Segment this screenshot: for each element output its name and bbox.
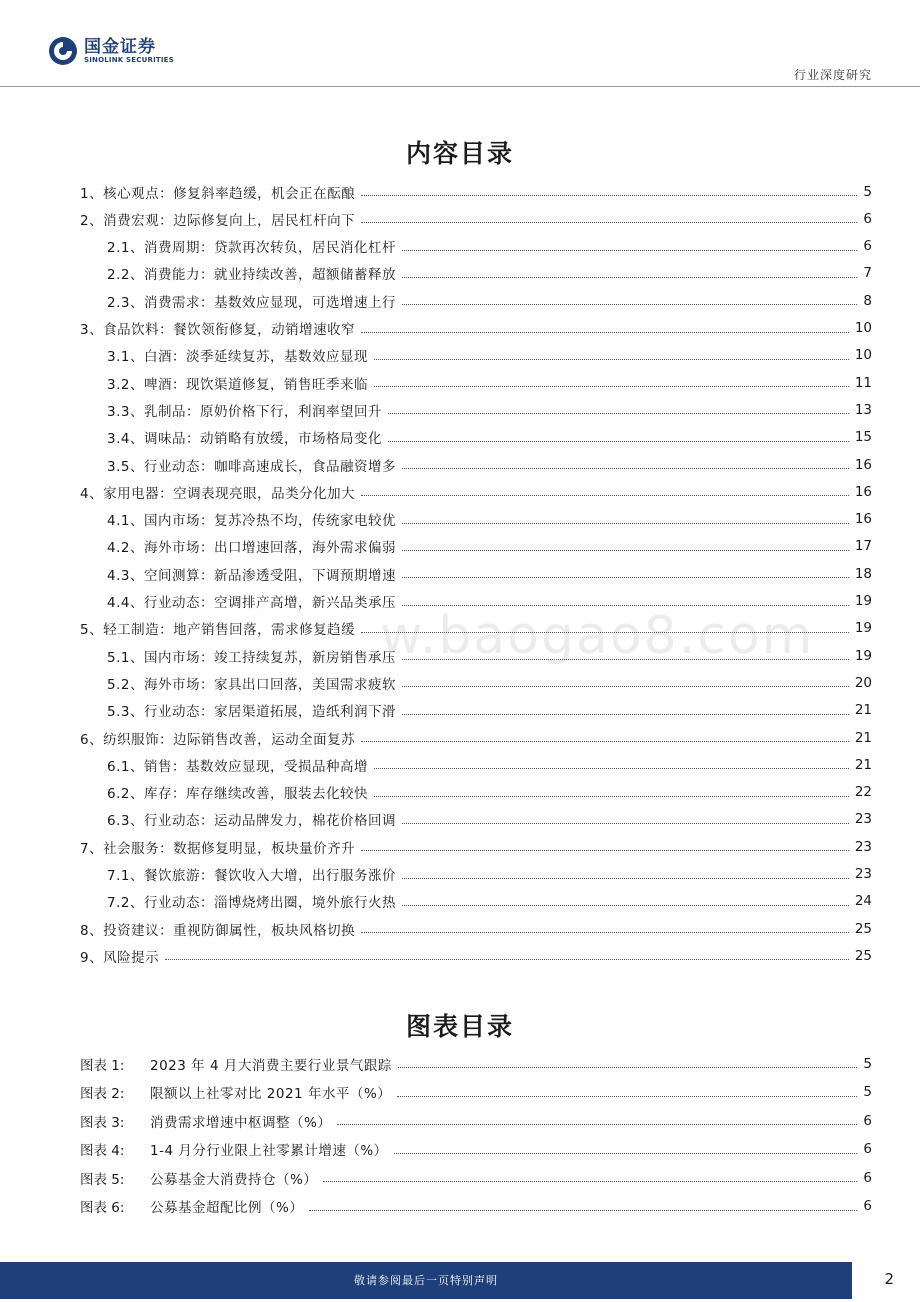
- toc-entry[interactable]: [0, 342, 920, 369]
- toc-entry-label: 3.2、啤酒：现饮渠道修复，销售旺季来临: [107, 376, 368, 393]
- figure-entry-label: 公募基金大消费持仓（%）: [150, 1171, 318, 1188]
- figure-entry-label: 1-4 月分行业限上社零累计增速（%）: [150, 1143, 388, 1159]
- toc-entry-page: 5: [863, 183, 872, 200]
- toc-entry[interactable]: [0, 942, 920, 969]
- toc-entry-page: 25: [854, 920, 872, 937]
- toc-entry[interactable]: [0, 369, 920, 396]
- watermark: w.baogao8.com: [380, 606, 815, 666]
- toc-entry-page: 7: [863, 265, 872, 282]
- toc-entry-page: 16: [854, 511, 872, 528]
- toc-entry[interactable]: [0, 315, 920, 342]
- dot-leader: [361, 332, 849, 333]
- brand-logo: [48, 36, 174, 66]
- dot-leader: [388, 413, 849, 414]
- toc-entry[interactable]: [0, 751, 920, 778]
- toc-entry-label: 3.1、白酒：淡季延续复苏，基数效应显现: [107, 349, 368, 366]
- toc-entry-label: 9、风险提示: [80, 949, 160, 966]
- figure-entry[interactable]: [0, 1079, 920, 1106]
- figure-entry-page: 6: [863, 1141, 872, 1157]
- dot-leader: [402, 304, 857, 305]
- toc-entry-page: 6: [863, 210, 872, 227]
- dot-leader: [309, 1210, 857, 1211]
- toc-entry[interactable]: [0, 560, 920, 587]
- dot-leader: [402, 250, 857, 251]
- toc-entry-page: 19: [854, 647, 872, 664]
- figure-entry-label: 限额以上社零对比 2021 年水平（%）: [150, 1086, 392, 1102]
- dot-leader: [398, 1067, 858, 1068]
- toc-entry-label: 2、消费宏观：边际修复向上，居民杠杆向下: [80, 212, 356, 229]
- dot-leader: [374, 359, 849, 360]
- toc-entry-page: 20: [854, 674, 872, 691]
- toc-entry-page: 23: [854, 866, 872, 882]
- toc-entry[interactable]: [0, 806, 920, 833]
- figure-entry-page: 5: [863, 1055, 872, 1072]
- figure-entry-label: 2023 年 4 月大消费主要行业景气跟踪: [150, 1057, 392, 1074]
- figure-entry[interactable]: [0, 1193, 920, 1220]
- toc-entry[interactable]: [0, 506, 920, 533]
- toc-entry[interactable]: [0, 260, 920, 287]
- figure-entry-number: 图表 3:: [80, 1114, 125, 1131]
- toc-entry-page: 17: [854, 538, 872, 555]
- toc-entry-page: 22: [854, 784, 872, 801]
- toc-entry-label: 7.1、餐饮旅游：餐饮收入大增，出行服务涨价: [107, 868, 396, 884]
- toc-entry-label: 6.1、销售：基数效应显现，受损品种高增: [107, 758, 368, 775]
- figure-entry-page: 6: [863, 1112, 872, 1129]
- toc-entry-label: 6.2、库存：库存继续改善，服装去化较快: [107, 786, 368, 803]
- dot-leader: [402, 577, 849, 578]
- brand-name-cn: 国金证券: [84, 36, 156, 57]
- toc-entry[interactable]: [0, 533, 920, 560]
- dot-leader: [402, 714, 849, 715]
- toc-entry-label: 5、轻工制造：地产销售回落，需求修复趋缓: [80, 622, 356, 639]
- figure-entry-page: 5: [863, 1084, 872, 1100]
- toc-entry[interactable]: [0, 915, 920, 942]
- toc-entry-label: 3.3、乳制品：原奶价格下行，利润率望回升: [107, 403, 382, 420]
- toc-entry-label: 5.1、国内市场：竣工持续复苏，新房销售承压: [107, 649, 396, 666]
- figure-entry[interactable]: [0, 1107, 920, 1134]
- toc-entry-label: 2.2、消费能力：就业持续改善，超额储蓄释放: [107, 267, 396, 284]
- toc-entry-label: 7.2、行业动态：淄博烧烤出圈，境外旅行火热: [107, 895, 396, 912]
- sinolink-logo-icon: [48, 36, 78, 66]
- toc-entry[interactable]: [0, 888, 920, 915]
- dot-leader: [402, 823, 849, 824]
- figure-entry-number: 图表 1:: [80, 1057, 125, 1074]
- dot-leader: [165, 959, 849, 960]
- toc-title: 内容目录: [405, 139, 514, 168]
- toc-entry-page: 23: [854, 838, 872, 855]
- figure-entry-label: 消费需求增速中枢调整（%）: [150, 1114, 332, 1131]
- dot-leader: [361, 195, 857, 196]
- toc-entry-page: 10: [854, 320, 872, 336]
- dot-leader: [361, 222, 857, 223]
- toc-entry[interactable]: [0, 669, 920, 696]
- dot-leader: [402, 277, 857, 278]
- dot-leader: [361, 495, 849, 496]
- toc-entry[interactable]: [0, 178, 920, 205]
- toc-entry-page: 21: [854, 729, 872, 746]
- figure-entry-number: 图表 6:: [80, 1200, 125, 1216]
- toc-entry-label: 4、家用电器：空调表现亮眼，品类分化加大: [80, 485, 356, 502]
- toc-entry-page: 21: [854, 702, 872, 719]
- toc-entry-page: 25: [854, 947, 872, 964]
- footer-disclaimer: 敬请参阅最后一页特别声明: [354, 1274, 498, 1287]
- toc-entry-page: 18: [854, 565, 872, 582]
- toc-entry-page: 15: [854, 429, 872, 446]
- dot-leader: [402, 468, 849, 469]
- toc-entry-page: 23: [854, 811, 872, 828]
- header-divider: [0, 86, 920, 87]
- figure-entry-page: 6: [863, 1169, 872, 1186]
- toc-entry-label: 2.3、消费需求：基数效应显现，可选增速上行: [107, 294, 396, 311]
- dot-leader: [361, 932, 849, 933]
- toc-entry[interactable]: [0, 861, 920, 888]
- figure-entry[interactable]: [0, 1136, 920, 1163]
- dot-leader: [402, 905, 849, 906]
- toc-entry-page: 16: [854, 456, 872, 473]
- figure-entry[interactable]: [0, 1164, 920, 1191]
- dot-leader: [361, 850, 849, 851]
- figure-entry-number: 图表 5:: [80, 1171, 125, 1188]
- brand-name-en: SINOLINK SECURITIES: [84, 55, 174, 64]
- dot-leader: [323, 1181, 857, 1182]
- toc-entry-label: 3.5、行业动态：咖啡高速成长，食品融资增多: [107, 458, 396, 475]
- toc-entry[interactable]: [0, 451, 920, 478]
- toc-entry[interactable]: [0, 424, 920, 451]
- toc-entry-label: 4.4、行业动态：空调排产高增，新兴品类承压: [107, 595, 396, 611]
- dot-leader: [337, 1124, 857, 1125]
- toc-entry[interactable]: [0, 833, 920, 860]
- dot-leader: [402, 550, 849, 551]
- figure-entry[interactable]: [0, 1050, 920, 1077]
- toc-entry-page: 21: [854, 756, 872, 773]
- figure-entry-number: 图表 4:: [80, 1143, 125, 1159]
- figure-entry-label: 公募基金超配比例（%）: [150, 1200, 304, 1216]
- dot-leader: [402, 686, 849, 687]
- toc-entry-label: 2.1、消费周期：贷款再次转负，居民消化杠杆: [107, 240, 396, 257]
- dot-leader: [374, 796, 849, 797]
- dot-leader: [397, 1096, 857, 1097]
- dot-leader: [388, 441, 849, 442]
- toc-entry-page: 19: [854, 620, 872, 637]
- toc-entry-page: 10: [854, 347, 872, 364]
- dot-leader: [374, 386, 849, 387]
- toc-entry-label: 7、社会服务：数据修复明显，板块量价齐升: [80, 840, 356, 857]
- toc-entry[interactable]: [0, 478, 920, 505]
- toc-entry[interactable]: [0, 205, 920, 232]
- dot-leader: [374, 768, 849, 769]
- toc-entry-page: 6: [863, 238, 872, 255]
- figure-entry-number: 图表 2:: [80, 1086, 125, 1102]
- toc-entry-label: 6.3、行业动态：运动品牌发力，棉花价格回调: [107, 813, 396, 830]
- toc-entry-page: 16: [854, 483, 872, 500]
- toc-entry[interactable]: [0, 697, 920, 724]
- toc-entry-page: 11: [854, 374, 872, 391]
- toc-entry[interactable]: [0, 287, 920, 314]
- toc-entry[interactable]: [0, 233, 920, 260]
- dot-leader: [361, 741, 849, 742]
- toc-entry-page: 24: [854, 893, 872, 910]
- toc-entry[interactable]: [0, 779, 920, 806]
- figure-entry-page: 6: [863, 1198, 872, 1214]
- toc-entry[interactable]: [0, 724, 920, 751]
- toc-entry-label: 6、纺织服饰：边际销售改善，运动全面复苏: [80, 731, 356, 748]
- toc-entry[interactable]: [0, 396, 920, 423]
- dot-leader: [402, 523, 849, 524]
- toc-entry-label: 3.4、调味品：动销略有放缓，市场格局变化: [107, 431, 382, 448]
- toc-entry-label: 1、核心观点：修复斜率趋缓，机会正在酝酿: [80, 185, 356, 202]
- figure-list-title: 图表目录: [405, 1012, 514, 1041]
- toc-entry-label: 3、食品饮料：餐饮领衔修复，动销增速收窄: [80, 322, 356, 338]
- toc-entry-page: 8: [863, 292, 872, 309]
- page-header: [0, 0, 920, 90]
- toc-entry-label: 5.2、海外市场：家具出口回落，美国需求疲软: [107, 676, 396, 693]
- toc-entry-label: 4.2、海外市场：出口增速回落，海外需求偏弱: [107, 540, 396, 557]
- toc-entry-label: 5.3、行业动态：家居渠道拓展，造纸利润下滑: [107, 704, 396, 721]
- toc-entry-label: 8、投资建议：重视防御属性，板块风格切换: [80, 922, 356, 939]
- toc-entry-label: 4.3、空间测算：新品渗透受阻，下调预期增速: [107, 567, 396, 584]
- dot-leader: [402, 878, 849, 879]
- toc-entry-label: 4.1、国内市场：复苏冷热不均，传统家电较优: [107, 513, 396, 530]
- page-number: 2: [884, 1270, 894, 1288]
- toc-entry-page: 13: [854, 401, 872, 418]
- dot-leader: [394, 1153, 858, 1154]
- report-type-label: 行业深度研究: [793, 68, 872, 82]
- toc-entry-page: 19: [854, 593, 872, 609]
